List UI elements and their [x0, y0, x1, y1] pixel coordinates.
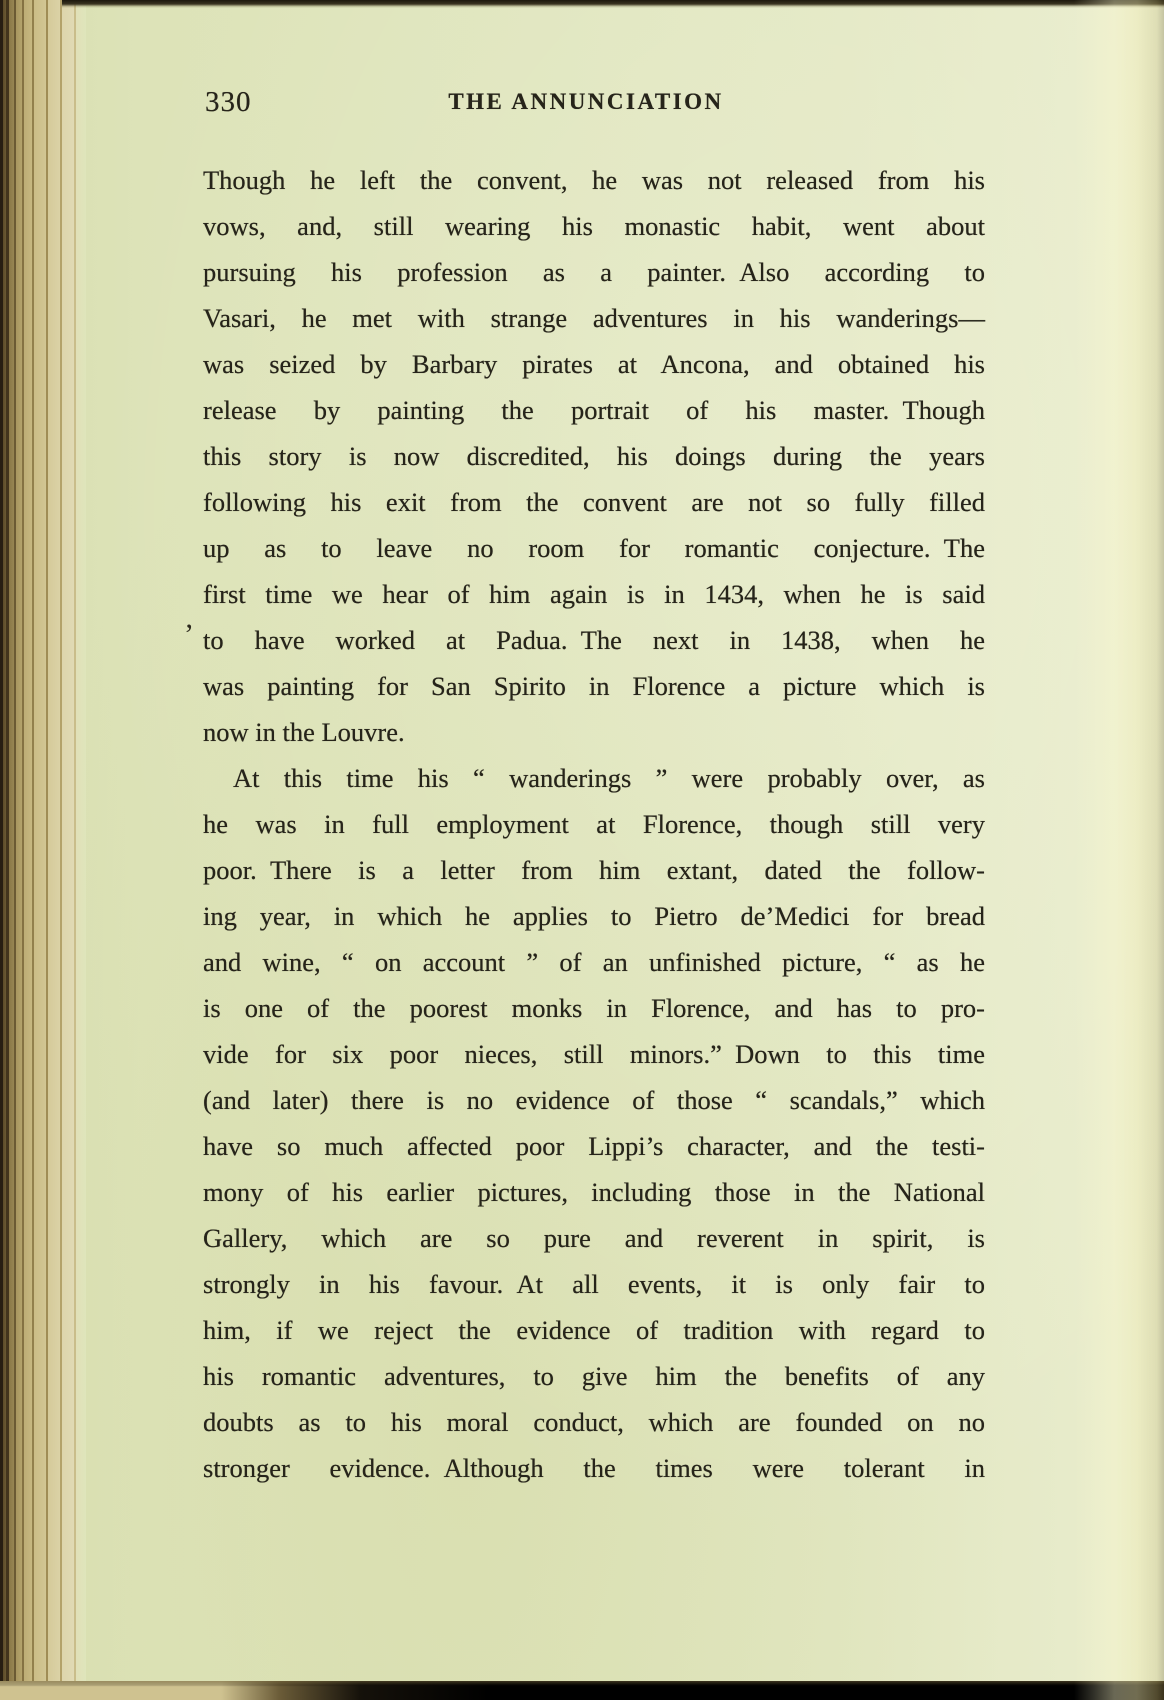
text-line: (and later) there is no evidence of those “ scandals,” which	[203, 1085, 985, 1115]
text-line: doubts as to his moral conduct, which are founded on no	[203, 1407, 985, 1437]
running-header: THE ANNUNCIATION	[448, 89, 724, 114]
paragraph	[203, 157, 985, 755]
text-line: he was in full employment at Florence, though still very	[203, 809, 985, 839]
text-line: pursuing his profession as a painter. Also according to	[203, 257, 985, 287]
text-line: have so much affected poor Lippi’s character, and the testi-	[203, 1131, 985, 1161]
text-line: to have worked at Padua. The next in 1438, when he	[203, 625, 985, 655]
text-line: him, if we reject the evidence of tradition with regard to	[203, 1315, 985, 1345]
text-line: up as to leave no room for romantic conjecture. The	[203, 533, 985, 563]
page-number: 330	[205, 86, 252, 118]
text-line: is one of the poorest monks in Florence, and has to pro-	[203, 993, 985, 1023]
text-line: was painting for San Spirito in Florence a picture which is	[203, 671, 985, 701]
text-line: first time we hear of him again is in 1434, when he is said	[203, 579, 985, 609]
text-line: vows, and, still wearing his monastic habit, went about	[203, 211, 985, 241]
bottom-edge-shadow	[0, 1681, 1164, 1700]
text-line: stronger evidence. Although the times were tolerant in	[203, 1453, 985, 1483]
text-line: and wine, “ on account ” of an unfinished picture, “ as he	[203, 947, 985, 977]
text-line: vide for six poor nieces, still minors.” Down to this time	[203, 1039, 985, 1069]
text-line: strongly in his favour. At all events, it is only fair to	[203, 1269, 985, 1299]
text-line: Though he left the convent, he was not released from his	[203, 165, 985, 195]
top-edge-shadow	[62, 0, 1164, 8]
page-header	[203, 86, 985, 128]
text-line: this story is now discredited, his doings during the years	[203, 441, 985, 471]
text-line: At this time his “ wanderings ” were probably over, as	[233, 763, 985, 793]
margin-stray-mark: ’	[184, 618, 194, 651]
text-line: mony of his earlier pictures, including those in the National	[203, 1177, 985, 1207]
text-line: poor. There is a letter from him extant, dated the follow-	[203, 855, 985, 885]
text-line: was seized by Barbary pirates at Ancona, and obtained his	[203, 349, 985, 379]
text-line: Gallery, which are so pure and reverent in spirit, is	[203, 1223, 985, 1253]
paragraph	[203, 755, 985, 1491]
text-line: his romantic adventures, to give him the benefits of any	[203, 1361, 985, 1391]
text-line: Vasari, he met with strange adventures in his wanderings—	[203, 303, 985, 333]
text-line: release by painting the portrait of his master. Though	[203, 395, 985, 425]
book-page-edges	[0, 0, 86, 1700]
body-text	[203, 157, 985, 1491]
text-line: now in the Louvre.	[203, 717, 405, 747]
text-line: ing year, in which he applies to Pietro de’Medici for bread	[203, 901, 985, 931]
text-line: following his exit from the convent are not so fully filled	[203, 487, 985, 517]
right-page-curl-highlight	[1074, 0, 1164, 1700]
